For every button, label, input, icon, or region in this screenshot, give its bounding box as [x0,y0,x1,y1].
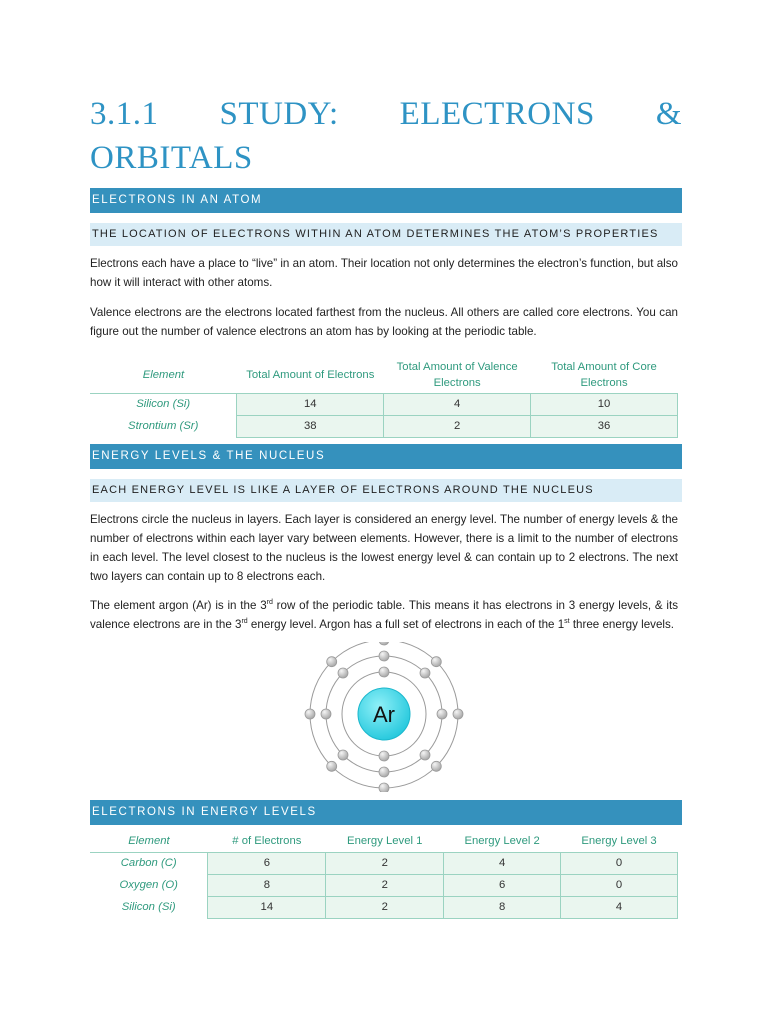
table-cell: 2 [326,896,444,918]
argon-atom-diagram [304,642,464,792]
electron [379,667,389,677]
table-cell: 0 [561,852,678,874]
table-cell: 14 [237,393,384,415]
nucleus-label: Ar [373,702,395,727]
electron [321,709,331,719]
paragraph-argon-text: The element argon (Ar) is in the 3 [90,599,267,612]
table-header-cell: Total Amount of Core Electrons [551,360,657,389]
table-cell: 36 [531,415,678,437]
table-cell-element: Strontium (Sr) [128,420,199,432]
superscript: rd [266,599,273,607]
table-cell: 4 [444,852,561,874]
table-header-cell: # of Electrons [232,834,302,847]
table-cell: 4 [561,896,678,918]
electron [431,657,441,667]
table-cell: 8 [208,874,326,896]
superscript: st [564,618,570,626]
paragraph-argon [90,596,678,634]
table-header-row [90,357,678,393]
electron [453,709,463,719]
electron [305,709,315,719]
electron [437,709,447,719]
page-title-line-1: 3.1.1 STUDY: ELECTRONS & [90,96,682,132]
table-header-cell: Energy Level 2 [464,834,540,847]
electron [379,751,389,761]
paragraph-electrons-live: Electrons each have a place to “live” in an atom. Their location not only determines the electron’s function, but also how it will interact with other atoms. [90,257,678,289]
table-cell: 2 [326,852,444,874]
table-header-cell: Element [142,368,185,381]
valence-core-table [90,357,678,438]
section-heading-energy-levels: ENERGY LEVELS & THE NUCLEUS [90,444,682,469]
paragraph-argon-text: three energy levels. [569,618,675,631]
table-cell-element: Oxygen (O) [119,879,178,891]
section-heading-electrons-in-atom: ELECTRONS IN AN ATOM [90,188,682,213]
electron [420,668,430,678]
energy-levels-table [90,830,678,919]
table-row [90,874,678,896]
table-cell: 8 [444,896,561,918]
subheading-location-of-electrons: THE LOCATION OF ELECTRONS WITHIN AN ATOM DETERMINES THE ATOM’S PROPERTIES [90,223,682,246]
table-row [90,415,678,437]
table-header-cell: Total Amount of Valence Electrons [396,360,518,389]
table-cell: 38 [237,415,384,437]
table-header-cell: Element [128,834,170,847]
electron [338,750,348,760]
table-cell: 4 [384,393,531,415]
table-cell: 10 [531,393,678,415]
page-title-line-2: ORBITALS [90,140,253,176]
table-cell: 14 [208,896,326,918]
table-row [90,393,678,415]
paragraph-valence-electrons: Valence electrons are the electrons located farthest from the nucleus. All others are called core electrons. You can figure out the number of valence electrons an atom has by looking at the periodic table. [90,306,678,338]
table-cell: 2 [384,415,531,437]
table-cell: 6 [444,874,561,896]
table-header-cell: Total Amount of Electrons [246,368,375,381]
section-heading-electrons-energy-levels: ELECTRONS IN ENERGY LEVELS [90,800,682,825]
electron [338,668,348,678]
table-header-cell: Energy Level 1 [347,834,423,847]
table-cell: 6 [208,852,326,874]
electron [327,657,337,667]
subheading-energy-level-layer: EACH ENERGY LEVEL IS LIKE A LAYER OF ELECTRONS AROUND THE NUCLEUS [90,479,682,502]
superscript: rd [241,618,248,626]
electron [379,642,389,645]
paragraph-argon-text: energy level. Argon has a full set of electrons in each of the 1 [247,618,565,631]
table-cell-element: Silicon (Si) [121,901,176,913]
table-cell: 2 [326,874,444,896]
paragraph-argon-text: row of the periodic table. This means it has electrons in 3 energy levels, & its valence electrons are in the 3 [90,599,679,631]
table-header-cell: Energy Level 3 [581,834,657,847]
electron [379,651,389,661]
electron [379,783,389,792]
electron [379,767,389,777]
paragraph-electrons-circle: Electrons circle the nucleus in layers. Each layer is considered an energy level. The number of energy levels & the number of electrons within each layer vary between elements. However, there is a limit to the number of electrons in each level. The level closest to the nucleus is the lowest energy level & can contain up to 2 electrons. The next two layers can contain up to 8 electrons each. [90,513,678,583]
table-cell-element: Silicon (Si) [136,398,191,411]
page-title [90,92,682,180]
electron [420,750,430,760]
electron [431,761,441,771]
table-cell: 0 [561,874,678,896]
table-header-row [90,830,678,852]
electron [327,761,337,771]
table-row [90,896,678,918]
table-cell-element: Carbon (C) [120,857,177,870]
table-row [90,852,678,874]
